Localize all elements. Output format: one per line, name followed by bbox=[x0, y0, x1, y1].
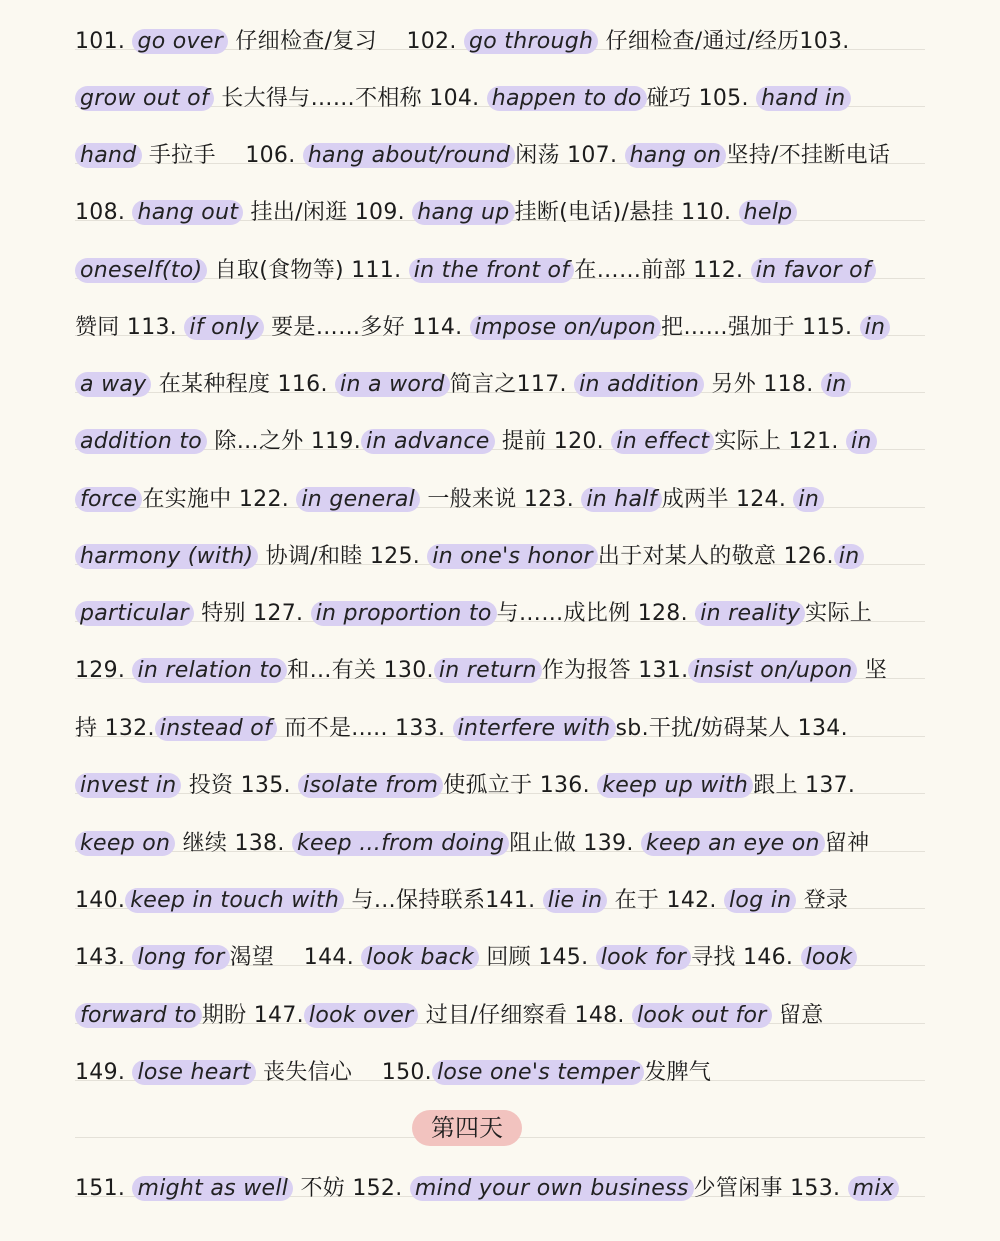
highlighted-phrase: look over bbox=[304, 1003, 419, 1028]
line-text: 把……强加于 115. bbox=[661, 315, 860, 340]
highlighted-phrase: forward to bbox=[75, 1003, 202, 1028]
highlighted-phrase: hang about/round bbox=[303, 143, 515, 168]
line-text: 149. bbox=[75, 1060, 133, 1085]
highlighted-phrase: hand in bbox=[756, 86, 850, 111]
line-text: 101. bbox=[75, 29, 133, 54]
highlighted-phrase: isolate from bbox=[298, 773, 443, 798]
line-text: 仔细检查/复习 102. bbox=[228, 29, 464, 54]
highlighted-phrase: in bbox=[821, 372, 852, 397]
highlighted-phrase: keep up with bbox=[597, 773, 753, 798]
highlighted-phrase: in bbox=[793, 487, 824, 512]
highlighted-phrase: insist on/upon bbox=[688, 658, 857, 683]
line-text: 寻找 146. bbox=[691, 945, 801, 970]
line-text: 长大得与……不相称 104. bbox=[213, 86, 487, 111]
highlighted-phrase: go over bbox=[132, 29, 228, 54]
highlighted-phrase: look out for bbox=[632, 1003, 772, 1028]
highlighted-phrase: in a word bbox=[335, 372, 450, 397]
line-text: 坚 bbox=[857, 658, 888, 683]
highlighted-phrase: force bbox=[75, 487, 142, 512]
line-text: 不妨 152. bbox=[293, 1176, 410, 1201]
highlighted-phrase: if only bbox=[184, 315, 264, 340]
highlighted-phrase: in effect bbox=[611, 429, 714, 454]
highlighted-phrase: a way bbox=[75, 372, 151, 397]
highlighted-phrase: hang up bbox=[412, 200, 514, 225]
highlighted-phrase: addition to bbox=[75, 429, 207, 454]
line-text: 在实施中 122. bbox=[142, 487, 297, 512]
highlighted-phrase: long for bbox=[132, 945, 229, 970]
text-line bbox=[75, 198, 935, 228]
line-text: 一般来说 123. bbox=[420, 487, 582, 512]
line-text: 继续 138. bbox=[175, 831, 292, 856]
line-text: 在某种程度 116. bbox=[151, 372, 336, 397]
line-text: 实际上 bbox=[805, 601, 873, 626]
line-text: 提前 120. bbox=[494, 429, 612, 454]
text-line bbox=[75, 829, 935, 859]
highlighted-phrase: in one's honor bbox=[427, 544, 598, 569]
text-line bbox=[75, 370, 935, 400]
highlighted-phrase: mix bbox=[848, 1176, 899, 1201]
highlighted-phrase: in proportion to bbox=[311, 601, 497, 626]
text-line bbox=[75, 141, 935, 171]
highlighted-phrase: in bbox=[860, 315, 891, 340]
line-text: 登录 bbox=[796, 888, 849, 913]
text-line bbox=[75, 84, 935, 114]
highlighted-phrase: invest in bbox=[75, 773, 181, 798]
highlighted-phrase: in bbox=[834, 544, 865, 569]
highlighted-phrase: interfere with bbox=[453, 716, 616, 741]
text-line bbox=[75, 485, 935, 515]
highlighted-phrase: in the front of bbox=[409, 258, 575, 283]
highlighted-phrase: help bbox=[739, 200, 798, 225]
line-text: 151. bbox=[75, 1176, 133, 1201]
line-text: 129. bbox=[75, 658, 133, 683]
highlighted-phrase: in general bbox=[296, 487, 420, 512]
line-text: 使孤立于 136. bbox=[443, 773, 598, 798]
highlighted-phrase: grow out of bbox=[75, 86, 214, 111]
highlighted-phrase: in addition bbox=[574, 372, 704, 397]
highlighted-phrase: instead of bbox=[155, 716, 277, 741]
text-line bbox=[75, 27, 935, 57]
line-text: 在……前部 112. bbox=[574, 258, 751, 283]
line-text: 特别 127. bbox=[193, 601, 311, 626]
line-text: 阻止做 139. bbox=[509, 831, 641, 856]
line-text: 渴望 144. bbox=[229, 945, 362, 970]
line-text: 留意 bbox=[771, 1003, 824, 1028]
highlighted-phrase: in return bbox=[434, 658, 542, 683]
text-line bbox=[75, 599, 935, 629]
text-line bbox=[75, 714, 935, 744]
line-text: 坚持/不挂断电话 bbox=[726, 143, 891, 168]
highlighted-phrase: lie in bbox=[543, 888, 608, 913]
line-text: 协调/和睦 125. bbox=[258, 544, 428, 569]
highlighted-phrase: keep an eye on bbox=[641, 831, 825, 856]
highlighted-phrase: might as well bbox=[132, 1176, 293, 1201]
line-text: 成两半 124. bbox=[661, 487, 794, 512]
text-line bbox=[75, 771, 935, 801]
text-line bbox=[75, 1174, 935, 1204]
text-line bbox=[75, 1001, 935, 1031]
highlighted-phrase: in relation to bbox=[132, 658, 287, 683]
highlighted-phrase: in bbox=[846, 429, 877, 454]
line-text: 与……成比例 128. bbox=[496, 601, 696, 626]
text-line bbox=[75, 1058, 935, 1088]
line-text: 过目/仔细察看 148. bbox=[418, 1003, 633, 1028]
line-text: 跟上 137. bbox=[753, 773, 856, 798]
line-text: 除…之外 119. bbox=[207, 429, 362, 454]
highlighted-phrase: go through bbox=[464, 29, 598, 54]
line-text: 实际上 121. bbox=[714, 429, 846, 454]
highlighted-phrase: log in bbox=[724, 888, 796, 913]
highlighted-phrase: look back bbox=[361, 945, 479, 970]
line-text: 手拉手 106. bbox=[141, 143, 303, 168]
highlighted-phrase: in reality bbox=[695, 601, 805, 626]
line-text: 闲荡 107. bbox=[515, 143, 625, 168]
line-text: 挂出/闲逛 109. bbox=[243, 200, 413, 225]
highlighted-phrase: particular bbox=[75, 601, 194, 626]
line-text: sb.干扰/妨碍某人 134. bbox=[615, 716, 848, 741]
line-text: 期盼 147. bbox=[201, 1003, 304, 1028]
text-line bbox=[75, 542, 935, 572]
line-text: 仔细检查/通过/经历103. bbox=[598, 29, 850, 54]
highlighted-phrase: hang out bbox=[132, 200, 243, 225]
text-line bbox=[75, 427, 935, 457]
highlighted-phrase: lose one's temper bbox=[432, 1060, 644, 1085]
highlighted-phrase: hang on bbox=[625, 143, 727, 168]
highlighted-phrase: lose heart bbox=[132, 1060, 255, 1085]
highlighted-phrase: look for bbox=[596, 945, 691, 970]
line-text: 持 132. bbox=[75, 716, 155, 741]
highlighted-phrase: in favor of bbox=[751, 258, 876, 283]
day-title: 第四天 bbox=[412, 1110, 522, 1146]
line-text: 108. bbox=[75, 200, 133, 225]
line-text: 回顾 145. bbox=[479, 945, 596, 970]
highlighted-phrase: in half bbox=[581, 487, 661, 512]
line-text: 简言之117. bbox=[449, 372, 575, 397]
line-text: 140. bbox=[75, 888, 126, 913]
line-text: 作为报答 131. bbox=[541, 658, 689, 683]
highlighted-phrase: keep ...from doing bbox=[292, 831, 509, 856]
highlighted-phrase: oneself(to) bbox=[75, 258, 207, 283]
highlighted-phrase: look bbox=[801, 945, 858, 970]
line-text: 留神 bbox=[824, 831, 870, 856]
line-text: 在于 142. bbox=[607, 888, 725, 913]
line-text: 碰巧 105. bbox=[646, 86, 757, 111]
highlighted-phrase: mind your own business bbox=[410, 1176, 694, 1201]
line-text: 投资 135. bbox=[181, 773, 299, 798]
text-line bbox=[75, 256, 935, 286]
text-line bbox=[75, 943, 935, 973]
highlighted-phrase: in advance bbox=[361, 429, 495, 454]
text-line bbox=[75, 886, 935, 916]
line-text: 143. bbox=[75, 945, 133, 970]
highlighted-phrase: harmony (with) bbox=[75, 544, 258, 569]
line-text: 另外 118. bbox=[704, 372, 821, 397]
line-text: 少管闲事 153. bbox=[693, 1176, 848, 1201]
line-text: 丧失信心 150. bbox=[255, 1060, 432, 1085]
line-text: 而不是..... 133. bbox=[277, 716, 453, 741]
line-text: 要是……多好 114. bbox=[263, 315, 470, 340]
highlighted-phrase: keep on bbox=[75, 831, 175, 856]
line-text: 自取(食物等) 111. bbox=[207, 258, 409, 283]
highlighted-phrase: keep in touch with bbox=[125, 888, 344, 913]
highlighted-phrase: happen to do bbox=[487, 86, 647, 111]
highlighted-phrase: impose on/upon bbox=[470, 315, 661, 340]
highlighted-phrase: hand bbox=[75, 143, 142, 168]
line-text: 与…保持联系141. bbox=[344, 888, 543, 913]
text-line bbox=[75, 656, 935, 686]
text-line bbox=[75, 313, 935, 343]
line-text: 发脾气 bbox=[644, 1060, 712, 1085]
line-text: 赞同 113. bbox=[75, 315, 185, 340]
line-text: 和…有关 130. bbox=[287, 658, 434, 683]
line-text: 出于对某人的敬意 126. bbox=[597, 544, 834, 569]
line-text: 挂断(电话)/悬挂 110. bbox=[514, 200, 739, 225]
